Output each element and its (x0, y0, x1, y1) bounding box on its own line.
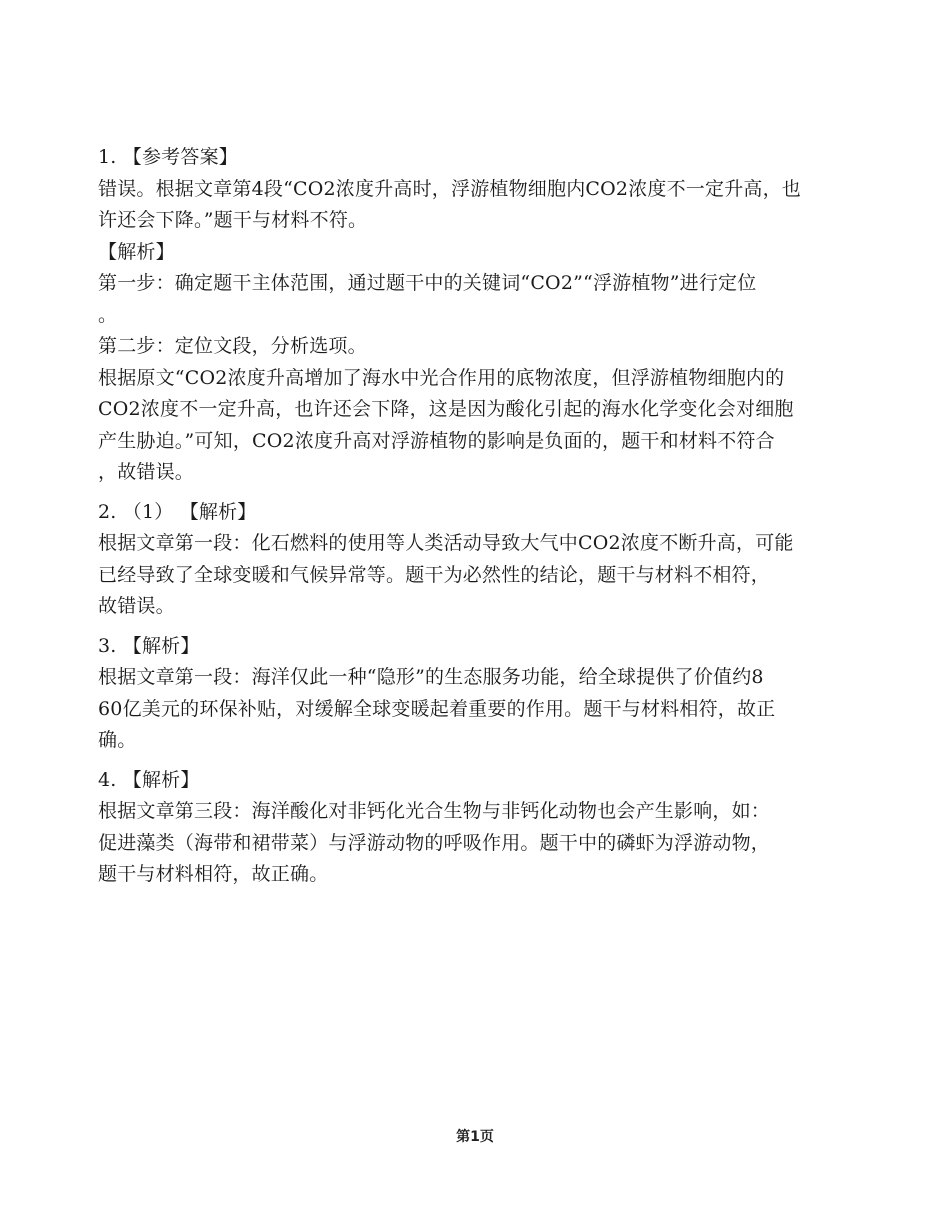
answer-section-2 (98, 497, 870, 623)
analysis-text-line: 确。 (98, 729, 137, 751)
document-body (98, 142, 870, 891)
section-gap (98, 489, 870, 497)
answer-text-line: 许还会下降。”题干与材料不符。 (98, 209, 368, 231)
section-heading: 2. （1） 【解析】 (98, 500, 257, 523)
section-heading: 1. 【参考答案】 (98, 146, 238, 168)
answer-section-1 (98, 142, 870, 489)
section-gap (98, 757, 870, 765)
analysis-text-line: 60亿美元的环保补贴，对缓解全球变暖起着重要的作用。题干与材料相符，故正 (98, 697, 776, 720)
section-gap (98, 623, 870, 631)
analysis-text-line: 根据文章第三段：海洋酸化对非钙化光合生物与非钙化动物也会产生影响，如： (98, 800, 771, 822)
analysis-text-line: 根据原文“CO2浓度升高增加了海水中光合作用的底物浓度，但浮游植物细胞内的 (98, 366, 785, 389)
analysis-text-line: 故错误。 (98, 595, 175, 617)
analysis-text-line: 产生胁迫。”可知，CO2浓度升高对浮游植物的影响是负面的，题干和材料不符合 (98, 429, 775, 452)
section-heading: 3. 【解析】 (98, 634, 200, 657)
analysis-text-line: 根据文章第一段：化石燃料的使用等人类活动导致大气中CO2浓度不断升高，可能 (98, 532, 794, 554)
section-heading: 4. 【解析】 (98, 768, 200, 791)
analysis-text-line: 。 (98, 303, 118, 326)
answer-text-line: 错误。根据文章第4段“CO2浓度升高时，浮游植物细胞内CO2浓度不一定升高，也 (98, 177, 802, 200)
analysis-text-line: 促进藻类（海带和裙带菜）与浮游动物的呼吸作用。题干中的磷虾为浮游动物， (98, 831, 771, 854)
analysis-text-line: CO2浓度不一定升高，也许还会下降，这是因为酸化引起的海水化学变化会对细胞 (98, 398, 794, 420)
analysis-text-line: ，故错误。 (98, 461, 195, 483)
answer-section-3 (98, 631, 870, 757)
analysis-text-line: 第一步：确定题干主体范围，通过题干中的关键词“CO2”“浮游植物”进行定位 (98, 272, 757, 294)
analysis-text-line: 第二步：定位文段，分析选项。 (98, 335, 367, 357)
answer-section-4 (98, 765, 870, 891)
analysis-heading: 【解析】 (98, 240, 175, 263)
analysis-text-line: 根据文章第一段：海洋仅此一种“隐形”的生态服务功能，给全球提供了价值约8 (98, 666, 764, 688)
analysis-text-line: 已经导致了全球变暖和气候异常等。题干为必然性的结论，题干与材料不相符， (98, 563, 771, 586)
page-number: 第1页 (456, 1129, 494, 1145)
analysis-text-line: 题干与材料相符，故正确。 (98, 863, 329, 885)
